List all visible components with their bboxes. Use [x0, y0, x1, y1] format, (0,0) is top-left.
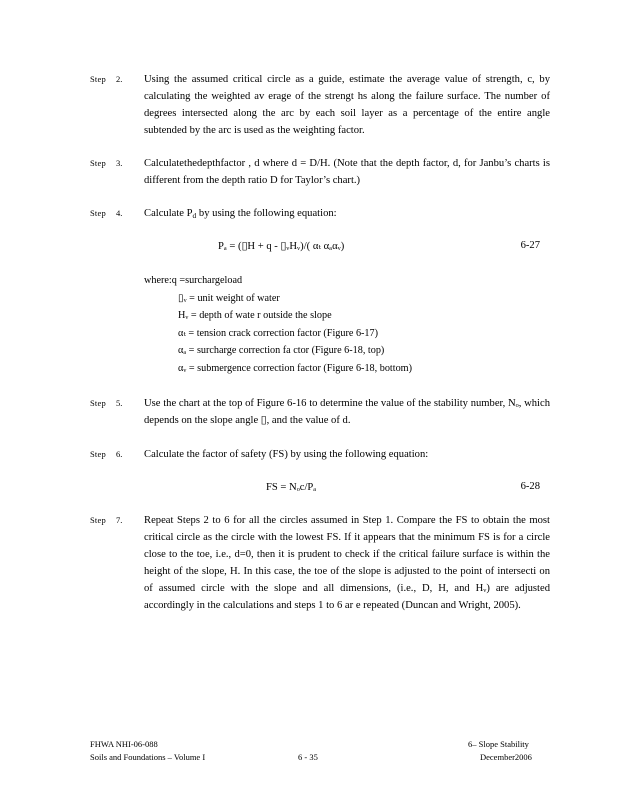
step-6-text: Calculate the factor of safety (FS) by using the following equation: [144, 449, 429, 460]
footer-date: December2006 [480, 752, 532, 762]
step-label: Step [90, 515, 106, 525]
where-line-alpha-w: αᵥ = submergence correction factor (Figure 6-18, bottom) [178, 362, 412, 374]
step-label: Step [90, 74, 106, 84]
step-7-text: Repeat Steps 2 to 6 for all the circles assumed in Step 1. Compare the FS to obtain the most critical circle as the circle with the lowest FS. If it appears that the minimum FS is for a circle close to the toe, i.e., d=0, then it is prudent to check if the critical failure surface is within the height of the slope, H. In this case, the toe of the slope is adjusted to the point of intersecti on of assumed circle with the slope and all dimensions, (i.e., D, H, and Hᵥ) are adjusted accordingly in the calculations and steps 1 to 6 ar e repeated (Duncan and Wright, 2005). [144, 515, 550, 611]
step-7 [90, 512, 550, 614]
step-number: 5. [116, 398, 123, 408]
step-number: 3. [116, 158, 123, 168]
where-line-alpha-t: αₜ = tension crack correction factor (Figure 6-17) [178, 327, 379, 339]
step-number: 6. [116, 449, 123, 459]
equation-6-28: FS = Nₒc/Pₐ [266, 482, 317, 493]
where-definitions [144, 272, 412, 377]
step-label: Step [90, 449, 106, 459]
step-label: Step [90, 158, 106, 168]
step-3 [90, 155, 550, 189]
step-6 [90, 446, 550, 463]
footer-agency: FHWA NHI-06-088 [90, 739, 158, 749]
step-4-text-sub: d [192, 211, 197, 220]
step-number: 4. [116, 208, 123, 218]
step-number: 7. [116, 515, 123, 525]
where-line-gamma-w: ▯ᵥ = unit weight of water [178, 292, 280, 304]
footer-volume: Soils and Foundations – Volume I [90, 752, 206, 762]
step-2-text: Using the assumed critical circle as a guide, estimate the average value of strength, c, by calculating the weighted av erage of the strengt hs along the failure surface. The number of degrees intersected along the arc by each soil layer as a percentage of the entire angle subtended by the arc is used as the weighting factor. [144, 74, 550, 136]
where-line-hw: Hᵥ = depth of wate r outside the slope [178, 310, 332, 321]
step-4 [90, 205, 550, 224]
step-4-text-post: by using the following equation: [196, 208, 337, 219]
equation-number-6-28: 6-28 [520, 481, 540, 492]
step-2 [90, 71, 550, 139]
step-label: Step [90, 208, 106, 218]
equation-6-27: Pₐ = (▯H + q - ▯ᵥHᵥ)/( αₜ αₐαᵥ) [218, 241, 345, 252]
step-label: Step [90, 398, 106, 408]
where-line-alpha-q: αₐ = surcharge correction fa ctor (Figure 6-18, top) [178, 345, 385, 356]
step-5-text: Use the chart at the top of Figure 6-16 to determine the value of the stability number, Nₒ, which depends on the slope angle ▯, and the value of d. [144, 398, 550, 426]
equation-number-6-27: 6-27 [520, 240, 540, 251]
step-number: 2. [116, 74, 123, 84]
where-line-q: where:q =surchargeload [144, 275, 243, 286]
step-4-text-pre: Calculate P [144, 208, 193, 219]
footer-page-number: 6 - 35 [298, 752, 318, 762]
footer-chapter: 6– Slope Stability [468, 739, 529, 749]
step-3-text: Calculatethedepthfactor , d where d = D/H. (Note that the depth factor, d, for Janbu’s charts is different from the depth ratio D for Taylor’s chart.) [144, 158, 550, 186]
step-5 [90, 395, 550, 429]
step-4-text [144, 205, 550, 224]
